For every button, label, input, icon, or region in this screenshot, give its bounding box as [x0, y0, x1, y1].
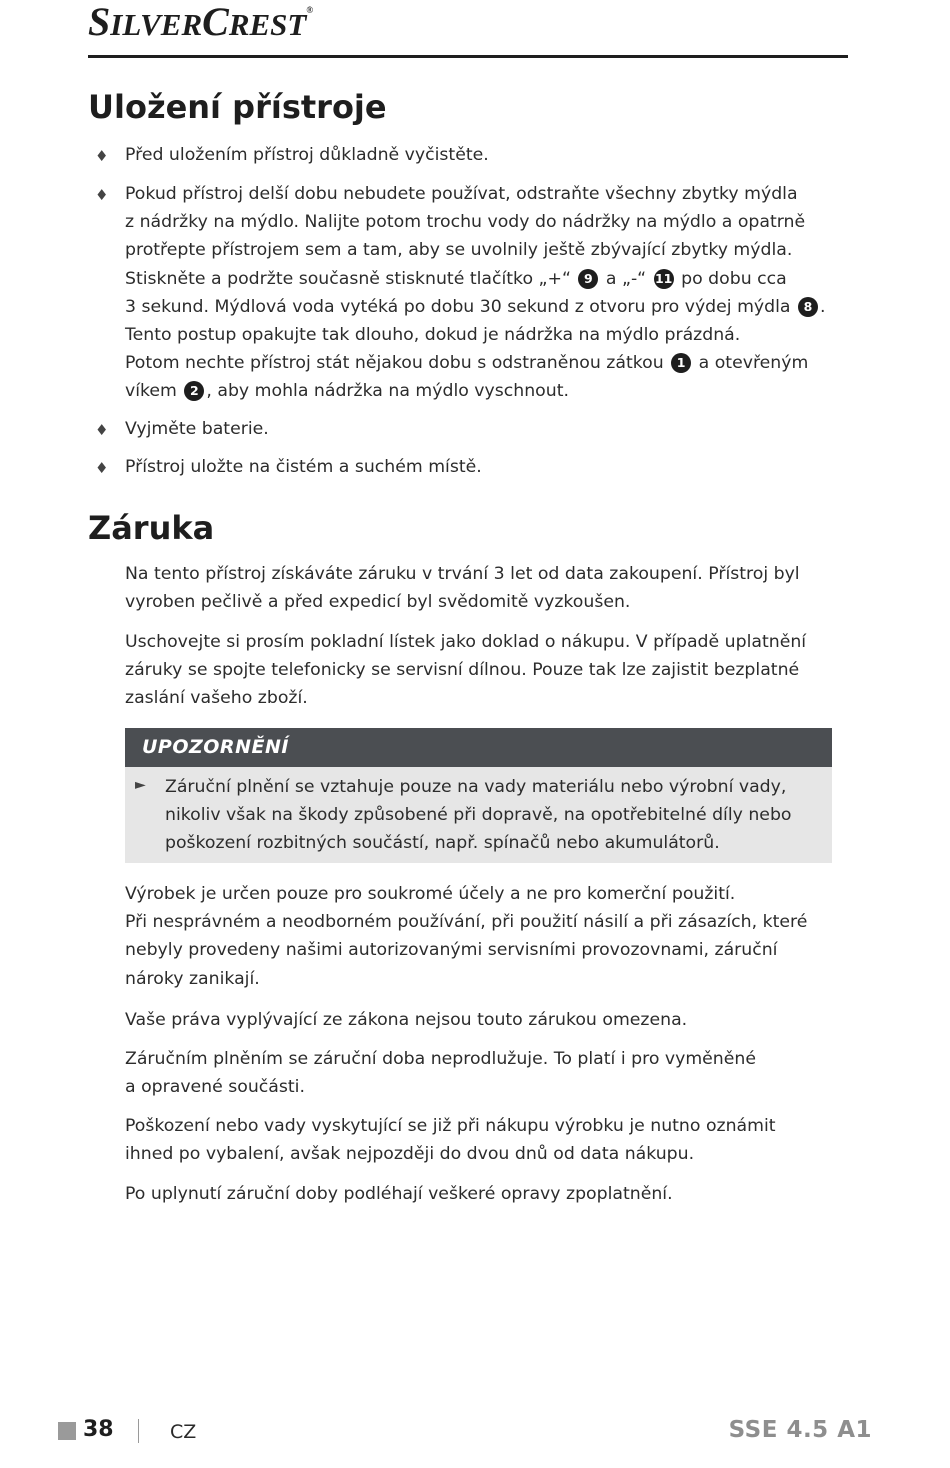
bullet-icon: ♦: [95, 459, 109, 477]
part-number-8-badge: 8: [798, 297, 818, 317]
warranty-paragraph-5: Záručním plněním se záruční doba neprodlužuje. To platí i pro vyměněné a opravené součásti.: [125, 1049, 756, 1098]
warranty-paragraph-4: Vaše práva vyplývající ze zákona nejsou touto zárukou omezena.: [125, 1010, 688, 1030]
warranty-paragraph-3: Výrobek je určen pouze pro soukromé účely a ne pro komerční použití. Při nesprávném a neodborném používání, při použití násilí a při zásazích, které nebyly provedeny našimi autorizovanými servisními provozovnami, záruční nároky zanikají.: [125, 884, 808, 989]
brand-logo: SILVERCREST®: [88, 0, 314, 44]
part-number-9-badge: 9: [578, 269, 598, 289]
section-title-storage: Uložení přístroje: [88, 88, 387, 126]
storage-item-2: Pokud přístroj delší dobu nebudete používat, odstraňte všechny zbytky mýdla z nádržky na mýdlo. Nalijte potom trochu vody do nádržky na mýdlo a opatrně protřepte přístrojem sem a tam, aby se uvolnily ještě zbývající zbytky mýdla. Stiskněte a podržte současně stisknuté tlačítko „+“ 9 a „-“ 11 po dobu cca 3 sekund. Mýdlová voda vytéká po dobu 30 sekund z otvoru pro výdej mýdla 8 . Tento postup opakujte tak dlouho, dokud je nádržka na mýdlo prázdná. Potom nechte přístroj stát nějakou dobu s odstraněnou zátkou 1 a otevřeným víkem 2 , aby mohla nádržka na mýdlo vyschnout.: [125, 184, 826, 402]
bullet-icon: ♦: [95, 421, 109, 439]
warranty-paragraph-2: Uschovejte si prosím pokladní lístek jako doklad o nákupu. V případě uplatnění záruky se spojte telefonicky se servisní dílnou. Pouze tak lze zajistit bezplatné zaslání vašeho zboží.: [125, 632, 807, 709]
section-title-warranty: Záruka: [88, 509, 215, 547]
arrow-right-icon: ►: [135, 777, 146, 793]
warranty-paragraph-1: Na tento přístroj získáváte záruku v trvání 3 let od data zakoupení. Přístroj byl vyroben pečlivě a před expedicí byl svědomitě vyzkoušen.: [125, 564, 800, 613]
notice-box: [125, 767, 832, 863]
notice-header: [125, 728, 832, 767]
bullet-icon: ♦: [95, 147, 109, 165]
footer-divider: [138, 1419, 139, 1443]
storage-item-1: Před uložením přístroj důkladně vyčistěte.: [125, 145, 489, 165]
part-number-1-badge: 1: [671, 353, 691, 373]
notice-heading: UPOZORNĚNÍ: [142, 736, 289, 758]
storage-item-4: Přístroj uložte na čistém a suchém místě.: [125, 457, 482, 477]
page-number: 38: [83, 1417, 114, 1442]
warranty-paragraph-6: Poškození nebo vady vyskytující se již při nákupu výrobku je nutno oznámit ihned po vybalení, avšak nejpozději do dvou dnů od data nákupu.: [125, 1116, 776, 1165]
storage-item-3: Vyjměte baterie.: [125, 419, 269, 439]
bullet-icon: ♦: [95, 186, 109, 204]
footer-square-icon: [58, 1422, 76, 1440]
part-number-11-badge: 11: [654, 269, 674, 289]
header-rule: [88, 55, 848, 58]
part-number-2-badge: 2: [184, 381, 204, 401]
warranty-paragraph-7: Po uplynutí záruční doby podléhají veškeré opravy zpoplatnění.: [125, 1184, 673, 1204]
model-number: SSE 4.5 A1: [728, 1417, 872, 1443]
language-code: CZ: [170, 1421, 197, 1443]
notice-text: Záruční plnění se vztahuje pouze na vady materiálu nebo výrobní vady, nikoliv však na škody způsobené při dopravě, na opotřebitelné díly nebo poškození rozbitných součástí, např. spínačů nebo akumulátorů.: [165, 777, 792, 854]
